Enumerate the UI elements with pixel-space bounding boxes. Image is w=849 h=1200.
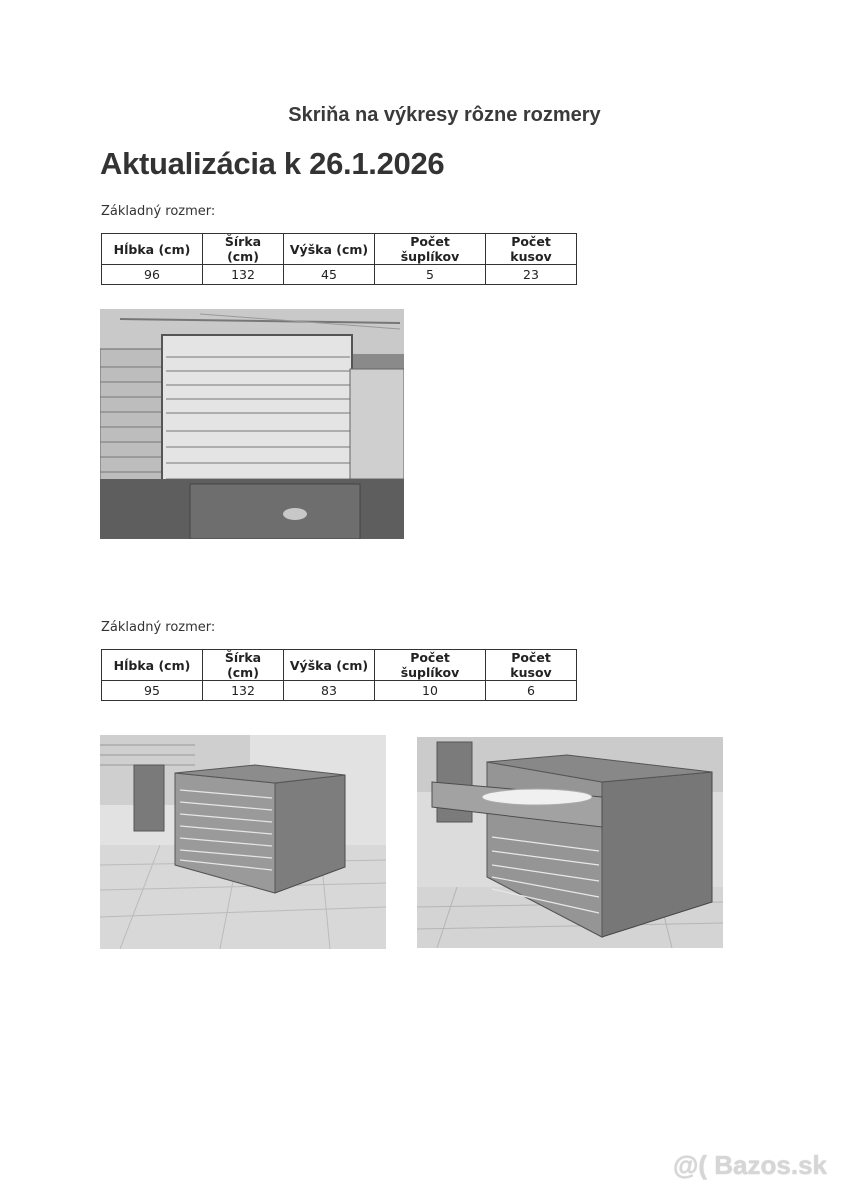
cabinet-photo-2	[100, 735, 386, 949]
header-cell: Výška (cm)	[284, 650, 375, 681]
table-cell: 132	[203, 681, 284, 701]
table-cell: 83	[284, 681, 375, 701]
document-title: Skriňa na výkresy rôzne rozmery	[288, 104, 601, 126]
spec-table-2	[101, 649, 577, 701]
table-header-row	[102, 650, 577, 681]
cabinet-photo-1	[100, 309, 404, 539]
table-cell: 96	[102, 265, 203, 285]
table-cell: 95	[102, 681, 203, 701]
header-cell: Výška (cm)	[284, 234, 375, 265]
spec-table-1	[101, 233, 577, 285]
table-row	[102, 265, 577, 285]
table-row	[102, 681, 577, 701]
header-cell: Počet kusov	[486, 234, 577, 265]
table-cell: 10	[375, 681, 486, 701]
header-cell: Počet šuplíkov	[375, 234, 486, 265]
header-cell: Šírka (cm)	[203, 650, 284, 681]
table-cell: 132	[203, 265, 284, 285]
base-size-label: Základný rozmer:	[101, 620, 216, 635]
table-cell: 23	[486, 265, 577, 285]
cabinet-photo-3	[417, 737, 723, 948]
bazos-watermark: @( Bazos.sk	[673, 1150, 827, 1180]
update-heading: Aktualizácia k 26.1.2026	[100, 146, 445, 181]
base-size-label: Základný rozmer:	[101, 204, 216, 219]
header-cell: Počet šuplíkov	[375, 650, 486, 681]
header-cell: Šírka (cm)	[203, 234, 284, 265]
header-cell: Počet kusov	[486, 650, 577, 681]
table-cell: 6	[486, 681, 577, 701]
table-header-row	[102, 234, 577, 265]
header-cell: Hĺbka (cm)	[102, 234, 203, 265]
table-cell: 5	[375, 265, 486, 285]
table-cell: 45	[284, 265, 375, 285]
header-cell: Hĺbka (cm)	[102, 650, 203, 681]
